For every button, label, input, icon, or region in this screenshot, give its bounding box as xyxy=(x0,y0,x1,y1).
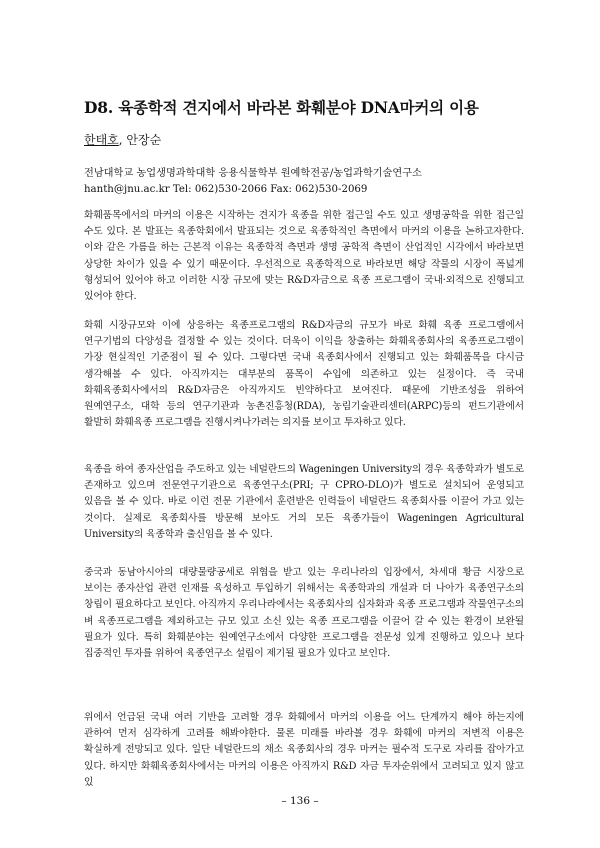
page-number: – 136 – xyxy=(281,795,319,807)
paper-title: D8. 육종학적 견지에서 바라본 화훼분야 DNA마커의 이용 xyxy=(84,98,479,117)
author-line xyxy=(84,131,161,148)
presenting-author: 한태호 xyxy=(84,133,119,147)
affiliation xyxy=(84,166,524,198)
body-paragraph: 육종을 하여 종자산업을 주도하고 있는 네덜란드의 Wageningen University의 경우 육종학과가 별도로 존재하고 있으며 전문연구기관으로 육종연구소(PRI; 구 CPRO-DLO)가 별도로 설치되어 운영되고 있음을 볼 수 있다. 바로 이런 전문 기관에서 훈련받은 인력들이 네덜란드 육종회사를 이끌어 가고 있는 것이다. 실제로 육종회사를 방문해 보아도 거의 모든 육종가들이 Wageningen Agricultural University의 육종학과 출신임을 볼 수 있다. xyxy=(84,464,524,540)
body-paragraph: 위에서 언급된 국내 여러 기반을 고려할 경우 화훼에서 마커의 이용을 어느 단계까지 해야 하는지에 관하여 먼저 심각하게 고려를 해봐야한다. 물론 미래를 바라볼 경우 화훼에 마커의 저변적 이용은 확실하게 전망되고 있다. 일단 네덜란드의 채소 육종회사의 경우 마커는 필수적 도구로 자리를 잡아가고 있다. 하지만 화훼육종회사에서는 마커의 이용은 아직까지 R&D 자금 투자순위에서 고려되고 있지 않고 있 xyxy=(84,712,524,788)
affiliation-institution: 전남대학교 농업생명과학대학 응용식물학부 원예학전공/농업과학기술연구소 xyxy=(84,168,422,179)
affiliation-contact: hanth@jnu.ac.kr Tel: 062)530-2066 Fax: 062)530-2069 xyxy=(84,184,368,195)
co-authors: , 안장순 xyxy=(118,133,162,147)
body-paragraph: 화훼품목에서의 마커의 이용은 시작하는 견지가 육종을 위한 접근일 수도 있고 생명공학을 위한 접근일 수도 있다. 본 발표는 육종학회에서 발표되는 것으로 육종학적인 측면에서 마커의 이용을 논하고자한다. 이와 같은 가름을 하는 근본적 이유는 육종학적 측면과 생명 공학적 측면이 산업적인 시각에서 바라보면 상당한 차이가 있을 수 있기 때문이다. 우선적으로 육종학적으로 바라보면 해당 작물의 시장이 폭넓게 형성되어 있어야 하고 이러한 시장 규모에 맞는 R&D자금으로 육종 프로그램이 국내·외적으로 진행되고 있어야 한다. xyxy=(84,210,524,303)
body-paragraph: 중국과 동남아시아의 대량물량공세로 위협을 받고 있는 우리나라의 입장에서, 차세대 황금 시장으로 보이는 종자산업 관련 인재를 육성하고 투입하기 위해서는 육종학과의 개설과 더 나아가 육종연구소의 창립이 필요하다고 보인다. 아직까지 우리나라에서는 육종회사의 십자화과 육종 프로그램과 작물연구소의 벼 육종프로그램을 제외하고는 규모 있고 소신 있는 육종 프로그램을 이끌어 갈 수 있는 환경이 보완될 필요가 있다. 특히 화훼분야는 원예연구소에서 다양한 프로그램을 전문성 있게 진행하고 있으나 보다 집중적인 투자를 위하여 육종연구소 설립이 제기될 필요가 있다고 보인다. xyxy=(84,567,524,660)
body-paragraph: 화훼 시장규모와 이에 상응하는 육종프로그램의 R&D자금의 규모가 바로 화훼 육종 프로그램에서 연구기법의 다양성을 결정할 수 있는 것이다. 더욱이 이익을 창출하는 화훼육종회사의 육종프로그램이 가장 현실적인 기준점이 될 수 있다. 그렇다면 국내 육종회사에서 진행되고 있는 화훼품목을 다시금 생각해볼 수 있다. 아직까지는 대부분의 품목이 수입에 의존하고 있는 실정이다. 즉 국내 화훼육종회사에서의 R&D자금은 아직까지도 빈약하다고 보여진다. 때문에 기반조성을 위하여 원예연구소, 대학 등의 연구기관과 농촌진흥청(RDA), 농림기술관리센터(ARPC)등의 펀드기관에서 활발히 화훼육종 프로그램을 진행시켜나가려는 의지를 보이고 투자하고 있다. xyxy=(84,320,524,429)
